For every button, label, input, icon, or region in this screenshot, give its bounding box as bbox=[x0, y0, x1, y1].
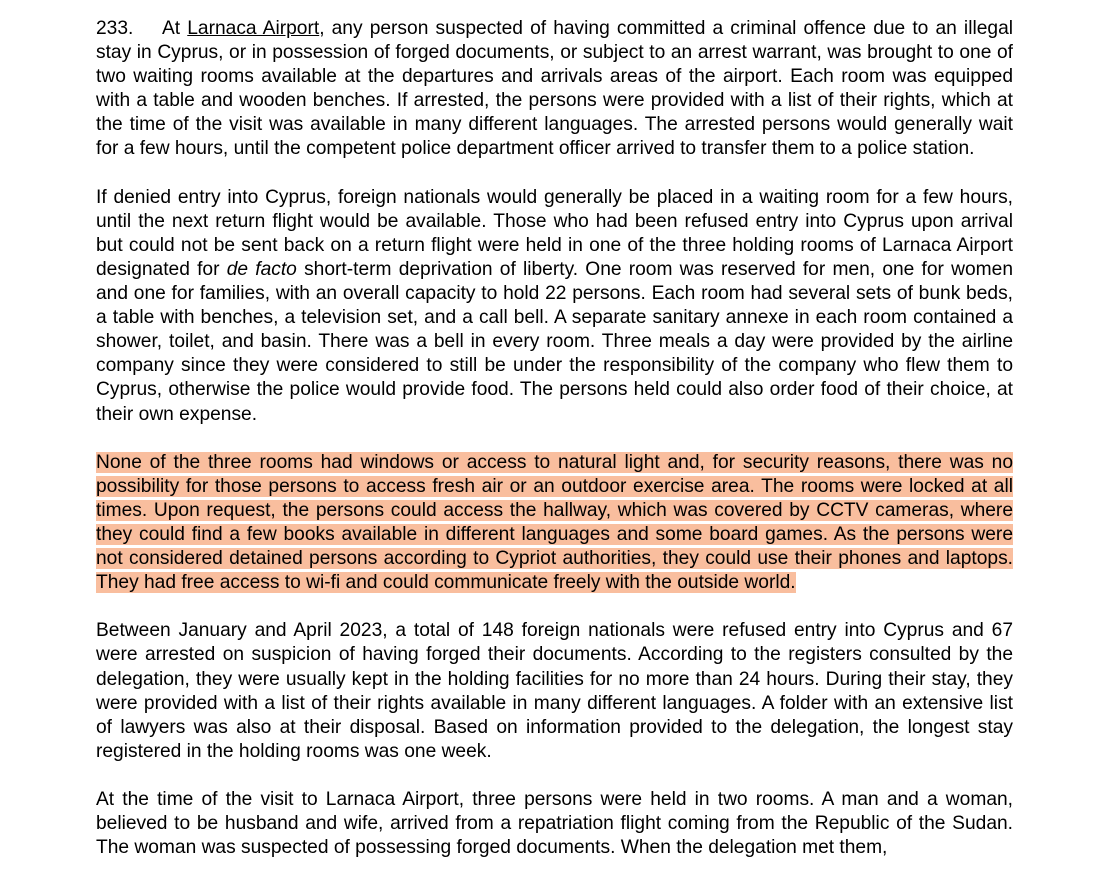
document-page bbox=[96, 17, 1013, 860]
paragraph-233 bbox=[96, 17, 1013, 162]
larnaca-airport-underlined-term: Larnaca Airport bbox=[187, 18, 320, 39]
italic-term-de-facto: de facto bbox=[226, 258, 297, 280]
paragraph-number: 233. bbox=[96, 18, 134, 39]
paragraph-text-start: If denied entry into Cyprus, foreign nationals would generally be placed in a waiting room for a few hours, until the next return flight would be available. Those who had been refused entry into Cyprus upon arrival but could not be sent back on a return flight were held in one of the three holding rooms of Larnaca Airport designated for bbox=[96, 186, 1013, 280]
paragraph-text-end: short-term deprivation of liberty. One room was reserved for men, one for women and one for families, with an overall capacity to hold 22 persons. Each room had several sets of bunk beds, a table with benches, a television set, and a call bell. A separate sanitary annexe in each room contained a shower, toilet, and basin. There was a bell in every room. Three meals a day were provided by the airline company since they were considered to still be under the responsibility of the company who flew them to Cyprus, otherwise the police would provide food. The persons held could also order food of their choice, at their own expense. bbox=[96, 258, 1013, 425]
highlighted-text: None of the three rooms had windows or access to natural light and, for security reasons, there was no possibility for those persons to access fresh air or an outdoor exercise area. The rooms were locked at all times. Upon request, the persons could access the hallway, which was covered by CCTV cameras, where they could find a few books available in different languages and some board games. As the persons were not considered detained persons according to Cypriot authorities, they could use their phones and laptops. They had free access to wi-fi and could communicate freely with the outside world. bbox=[96, 451, 1013, 594]
paragraph-visit bbox=[96, 788, 1013, 860]
paragraph-text: At the time of the visit to Larnaca Airport, three persons were held in two rooms. A man and a woman, believed to be husband and wife, arrived from a repatriation flight coming from the Republic of the Sudan. The woman was suspected of possessing forged documents. When the delegation met them, bbox=[96, 789, 1013, 859]
paragraph-text: , any person suspected of having committed a criminal offence due to an illegal stay in Cyprus, or in possession of forged documents, or subject to an arrest warrant, was brought to one of two waiting rooms available at the departures and arrivals areas of the airport. Each room was equipped with a table and wooden benches. If arrested, the persons were provided with a list of their rights, which at the time of the visit was available in many different languages. The arrested persons would generally wait for a few hours, until the competent police department officer arrived to transfer them to a police station. bbox=[96, 18, 1013, 160]
paragraph-text-start: At bbox=[162, 18, 188, 39]
paragraph-text: Between January and April 2023, a total of 148 foreign nationals were refused entry into Cyprus and 67 were arrested on suspicion of having forged their documents. According to the registers consulted by the delegation, they were usually kept in the holding facilities for no more than 24 hours. During their stay, they were provided with a list of their rights available in many different languages. A folder with an extensive list of lawyers was also at their disposal. Based on information provided to the delegation, the longest stay registered in the holding rooms was one week. bbox=[96, 620, 1013, 762]
paragraph-holding-rooms bbox=[96, 186, 1013, 427]
paragraph-statistics bbox=[96, 619, 1013, 764]
paragraph-highlighted bbox=[96, 451, 1013, 596]
